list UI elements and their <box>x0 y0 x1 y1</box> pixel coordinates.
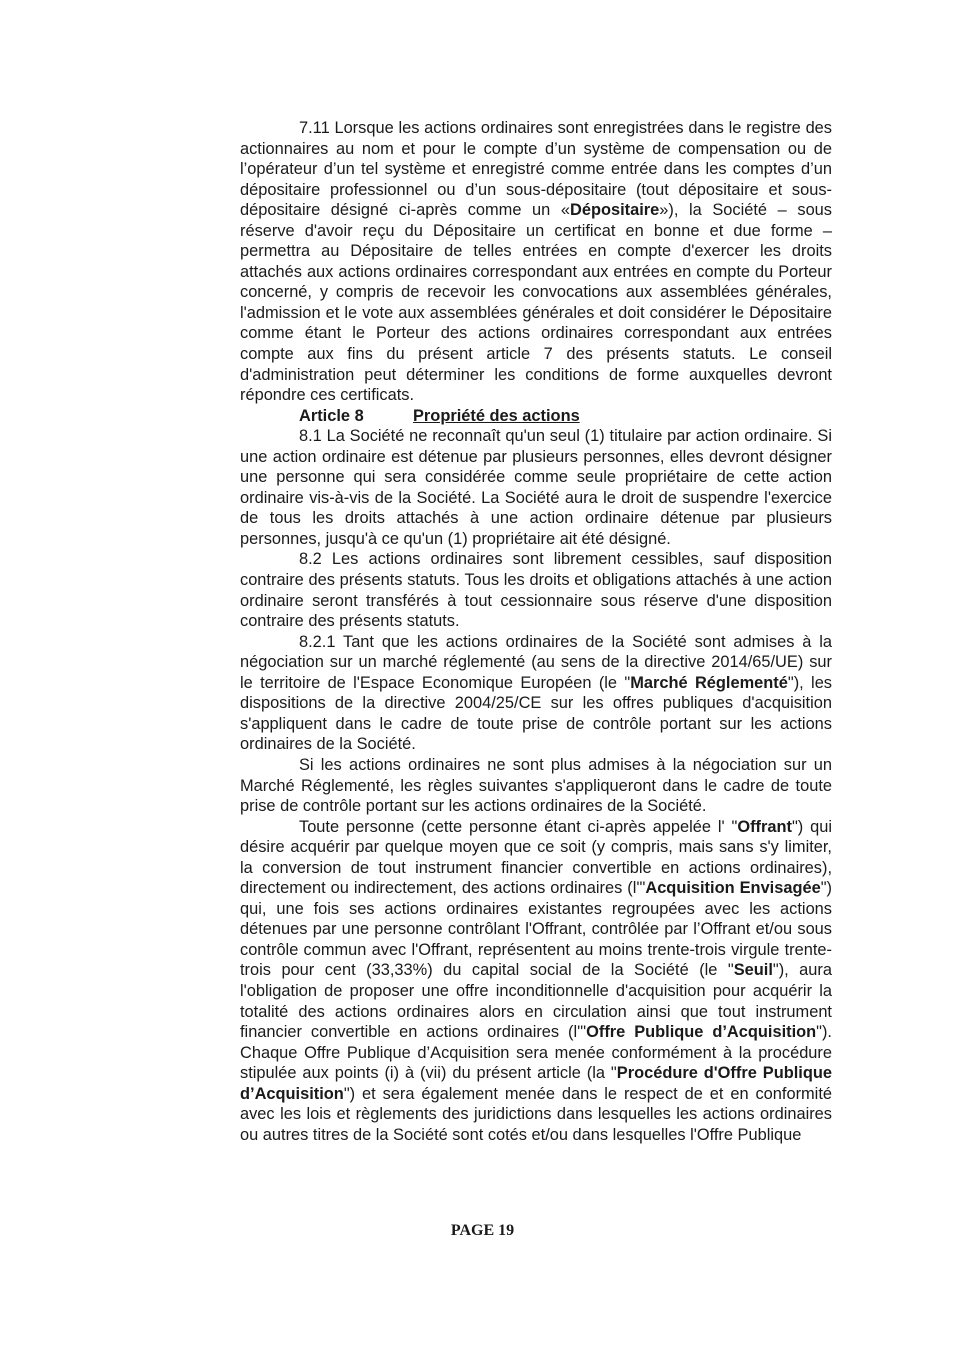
defined-term: Procédure d'Offre Publique d’Acquisition <box>240 1064 832 1103</box>
text-run: Si les actions ordinaires ne sont plus admises à la négociation sur un Marché Réglementé, les règles suivantes s'appliqueront dans le cadre de toute prise de contrôle portant sur les actions ordinaires de la Société. <box>240 755 832 816</box>
text-run: 7.11 Lorsque les actions ordinaires sont enregistrées dans le registre des actionnaires au nom et pour le compte d’un système de compensation ou de l’opérateur d’un tel système et enregistré comme entrée dans les comptes d’un dépositaire professionnel ou d’un sous-dépositaire (tout dépositaire et sous-dépositaire désigné ci-après comme un « <box>240 119 832 220</box>
text-run: 8.2.1 Tant que les actions ordinaires de la Société sont admises à la négociation sur un marché réglementé (au sens de la directive 2014/65/UE) sur le territoire de l'Espace Economique Européen (le " <box>240 632 832 692</box>
text-run: "), aura l'obligation de proposer une offre inconditionnelle d'acquisition pour acquérir la totalité des actions ordinaires alors en circulation ainsi que tout instrument financier convertible en actions ordinaires (l'" <box>240 961 832 1042</box>
article-title: Propriété des actions <box>413 406 580 425</box>
text-run: "), les dispositions de la directive 2004/25/CE sur les offres publiques d'acquisition s'appliquent dans le cadre de toute prise de contrôle portant sur les actions ordinaires de la Société. <box>240 673 833 754</box>
text-run: ") et sera également menée dans le respect de et en conformité avec les lois et règlements des juridictions dans lesquelles les actions ordinaires ou autres titres de la Société sont cotés et/ou dans lesquelles l'Offre Publique <box>240 1084 832 1144</box>
text-run: 8.1 La Société ne reconnaît qu'un seul (1) titulaire par action ordinaire. Si une action ordinaire est détenue par plusieurs personnes, elles devront désigner une personne qui sera considérée comme seule propriétaire de cette action ordinaire vis-à-vis de la Société. La Société aura le droit de suspendre l'exercice de tous les droits attachés à une action ordinaire détenue par plusieurs personnes, jusqu'à ce qu'un (1) propriétaire ait été désigné. <box>240 427 832 548</box>
text-run: ") qui désire acquérir par quelque moyen que ce soit (y compris, mais sans s'y limiter, la conversion de tout instrument financier convertible en actions ordinaires), directement ou indirectement, des actions ordinaires (l'" <box>240 817 832 898</box>
page-number: PAGE 19 <box>450 1222 515 1239</box>
body-paragraph <box>240 426 832 549</box>
defined-term: Marché Réglementé <box>630 673 788 692</box>
body-paragraph <box>240 118 832 406</box>
text-run: ") qui, une fois ses actions ordinaires existantes regroupées avec les actions détenues par une personne contrôlant l'Offrant, contrôlée par l’Offrant et/ou sous contrôle commun avec l'Offrant, représentent au moins trente-trois virgule trente-trois pour cent (33,33%) du capital social de la Société (le " <box>240 879 832 980</box>
article-number: Article 8 <box>299 406 364 425</box>
defined-term: Dépositaire <box>570 201 660 220</box>
text-run: 8.2 Les actions ordinaires sont librement cessibles, sauf disposition contraire des présents statuts. Tous les droits et obligations attachés à une action ordinaire seront transférés à tout cessionnaire sous réserve d'une disposition contraire des présents statuts. <box>240 550 832 631</box>
body-paragraph <box>240 755 832 817</box>
body-paragraph <box>240 632 832 755</box>
document-body <box>240 118 832 1145</box>
body-paragraph <box>240 817 832 1146</box>
defined-term: Offrant <box>737 817 792 836</box>
defined-term: Seuil <box>733 961 773 980</box>
text-run: "). Chaque Offre Publique d’Acquisition sera menée conformément à la procédure stipulée aux points (i) à (vii) du présent article (la " <box>240 1023 832 1083</box>
defined-term: Acquisition Envisagée <box>645 879 821 898</box>
defined-term: Offre Publique d’Acquisition <box>586 1023 817 1042</box>
article-heading <box>240 406 832 427</box>
text-run: »), la Société – sous réserve d'avoir reçu du Dépositaire un certificat en bonne et due forme – permettra au Dépositaire de telles entrées en compte d'exercer les droits attachés aux actions ordinaires correspondant aux entrées en compte du Porteur concerné, y compris de recevoir les convocations aux assemblées générales, l'admission et le vote aux assemblées générales et doit considérer le Dépositaire comme étant le Porteur des actions ordinaires correspondant aux entrées compte aux fins du présent article 7 des présents statuts. Le conseil d'administration peut déterminer les conditions de forme auxquelles devront répondre ces certificats. <box>240 201 832 405</box>
text-run: Toute personne (cette personne étant ci-après appelée l' " <box>299 817 738 836</box>
body-paragraph <box>240 549 832 631</box>
